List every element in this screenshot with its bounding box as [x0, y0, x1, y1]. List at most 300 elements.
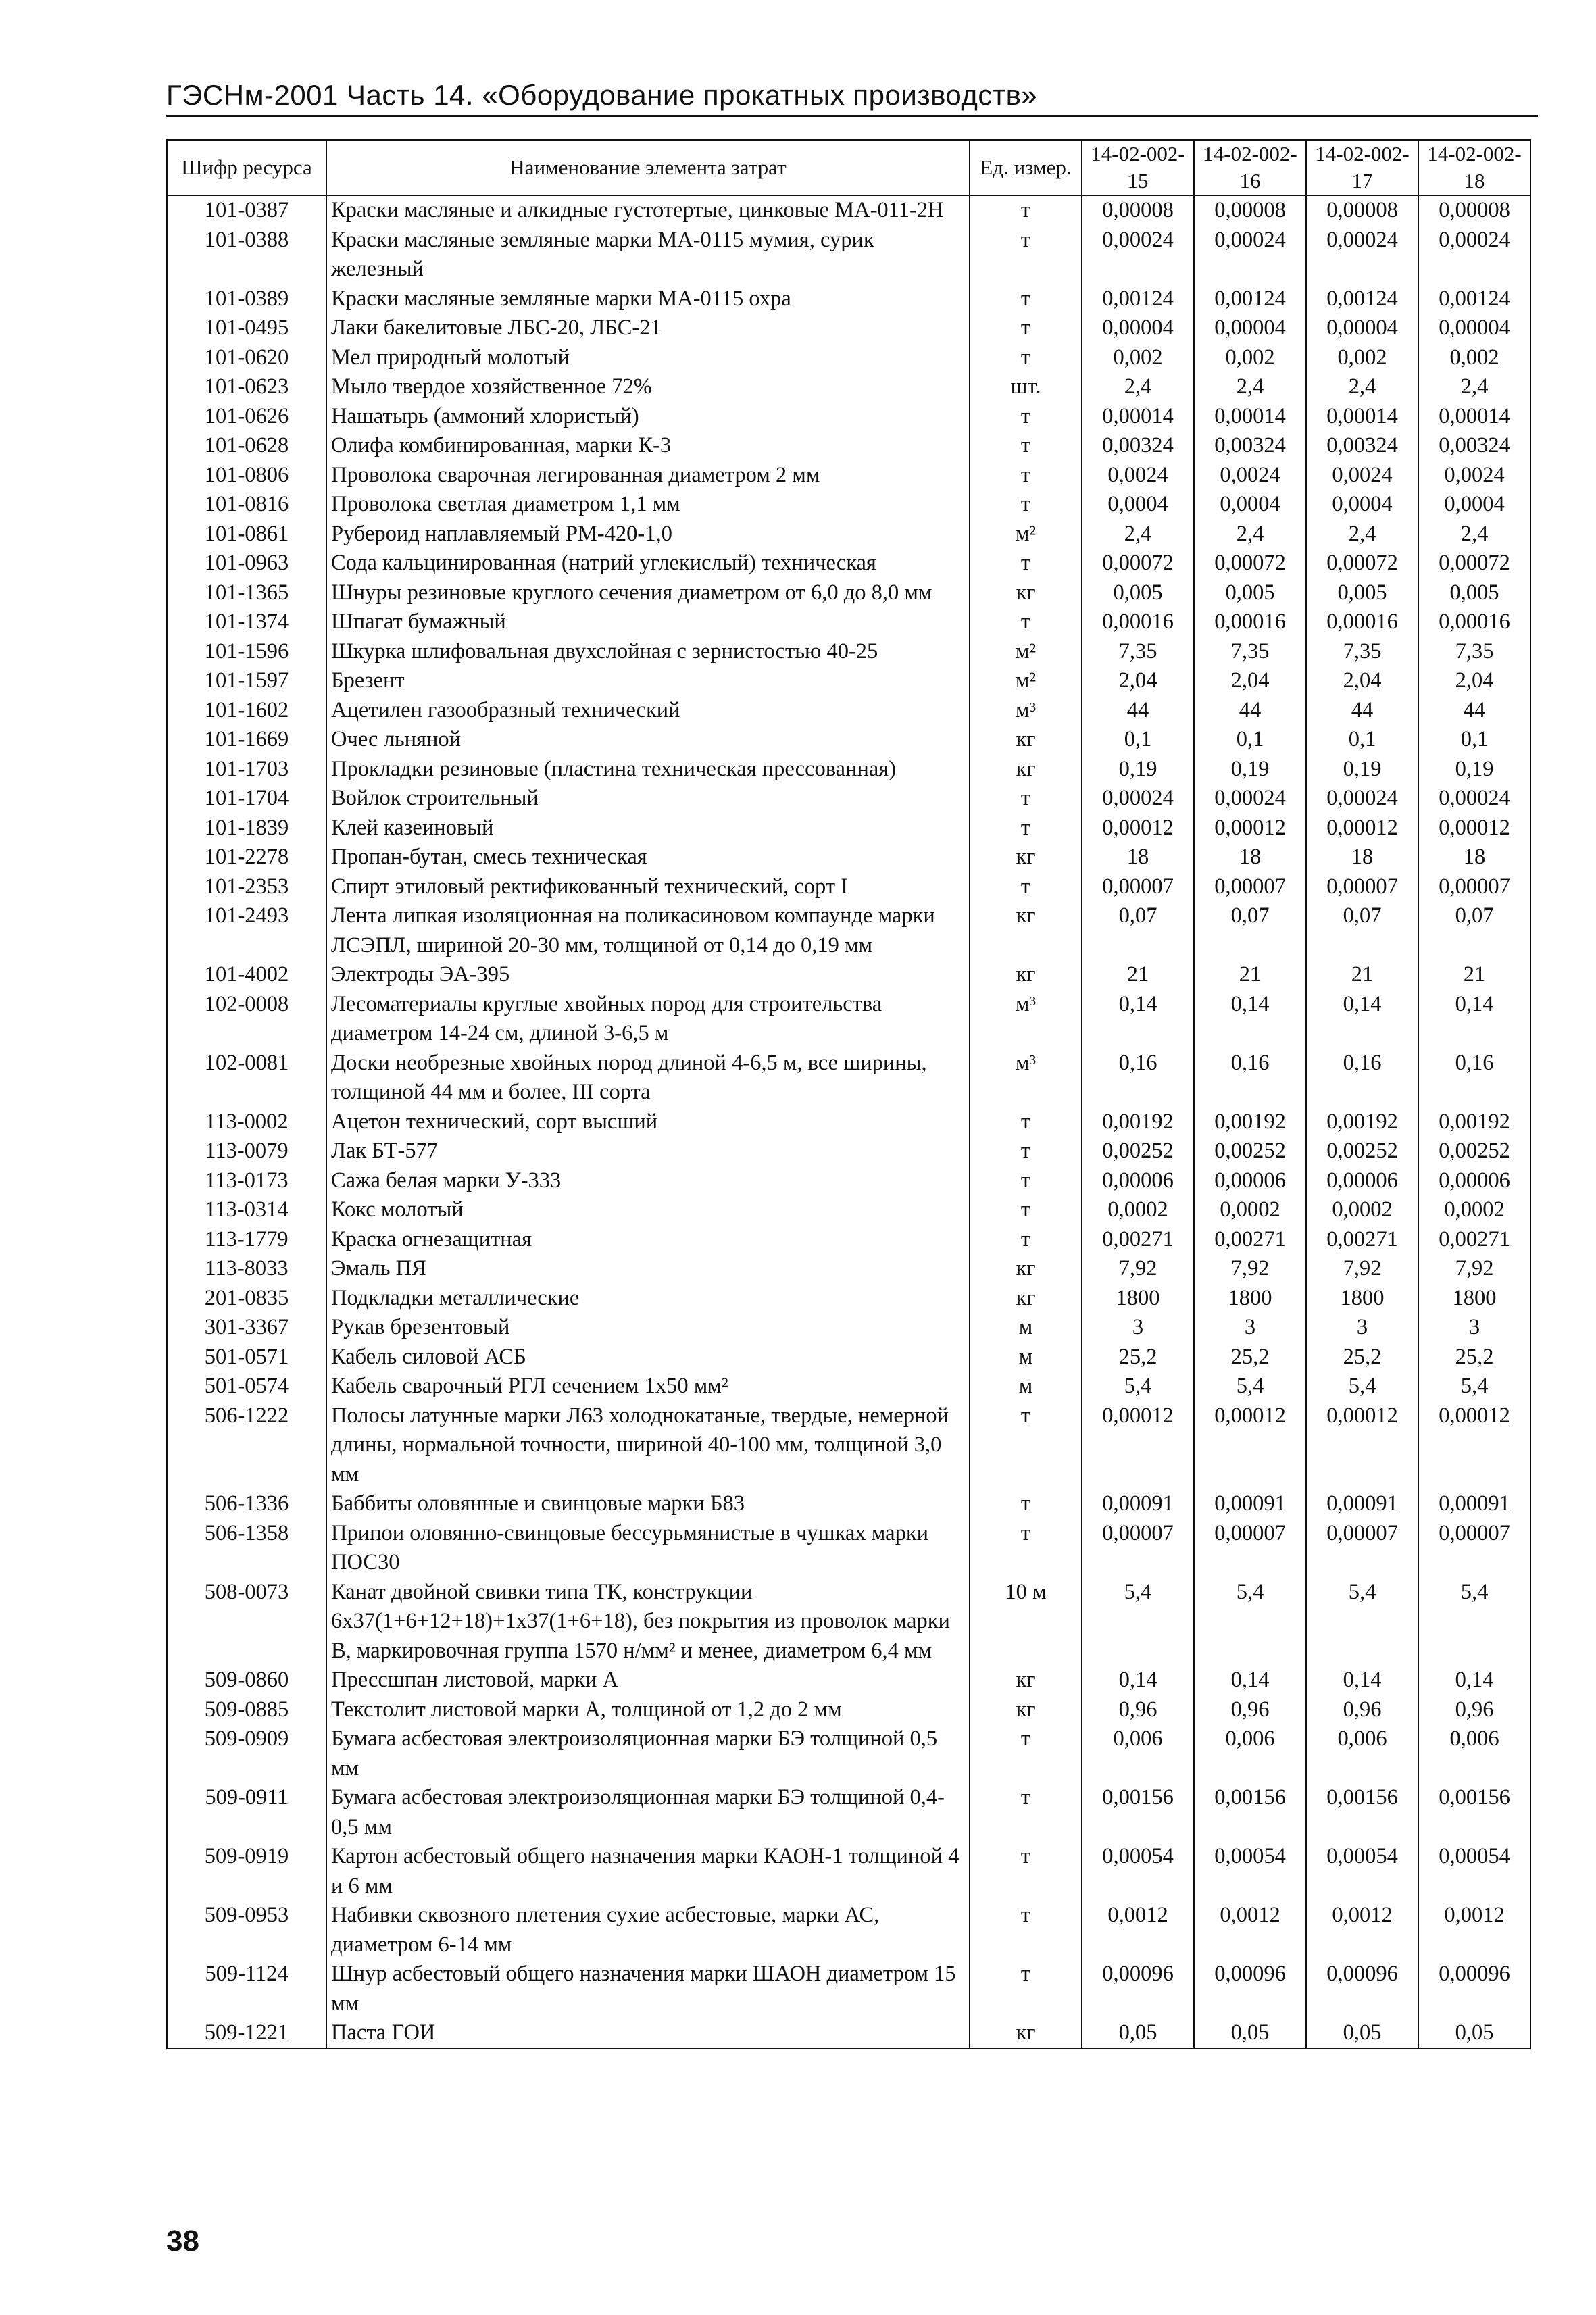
unit-cell: кг [970, 1666, 1082, 1695]
resource-code-cell: 101-0495 [167, 314, 326, 343]
resource-code-cell: 101-0388 [167, 226, 326, 284]
value-cell-14-02-002-15: 0,00012 [1082, 1401, 1194, 1490]
value-cell-14-02-002-18: 0,00004 [1418, 314, 1530, 343]
table-row [167, 1107, 1530, 1137]
resource-code-cell: 201-0835 [167, 1284, 326, 1314]
resource-code-cell: 101-4002 [167, 960, 326, 990]
value-cell-14-02-002-17: 2,4 [1306, 372, 1418, 402]
unit-cell: т [970, 549, 1082, 578]
page-header: ГЭСНм-2001 Часть 14. «Оборудование прокатных производств» [166, 79, 1038, 111]
value-cell-14-02-002-18: 0,00096 [1418, 1960, 1530, 2018]
value-cell-14-02-002-16: 0,1 [1194, 725, 1306, 755]
value-cell-14-02-002-15: 0,00054 [1082, 1842, 1194, 1901]
value-cell-14-02-002-17: 0,00156 [1306, 1783, 1418, 1842]
value-cell-14-02-002-16: 0,00096 [1194, 1960, 1306, 2018]
resource-code-cell: 101-2278 [167, 843, 326, 872]
value-cell-14-02-002-18: 0,19 [1418, 755, 1530, 785]
unit-cell: т [970, 284, 1082, 314]
table-row [167, 1166, 1530, 1196]
value-cell-14-02-002-17: 0,00006 [1306, 1166, 1418, 1196]
value-cell-14-02-002-17: 0,00072 [1306, 549, 1418, 578]
value-cell-14-02-002-18: 0,002 [1418, 343, 1530, 373]
unit-cell: т [970, 1901, 1082, 1960]
col-header-14-02-002-16: 14-02-002-16 [1194, 140, 1306, 195]
value-cell-14-02-002-16: 0,00271 [1194, 1225, 1306, 1255]
value-cell-14-02-002-16: 0,0002 [1194, 1195, 1306, 1225]
unit-cell: т [970, 814, 1082, 843]
resource-code-cell: 509-0911 [167, 1783, 326, 1842]
value-cell-14-02-002-18: 0,00012 [1418, 1401, 1530, 1490]
unit-cell: т [970, 195, 1082, 226]
value-cell-14-02-002-16: 0,00124 [1194, 284, 1306, 314]
value-cell-14-02-002-17: 0,96 [1306, 1695, 1418, 1725]
value-cell-14-02-002-15: 0,002 [1082, 343, 1194, 373]
unit-cell: кг [970, 843, 1082, 872]
table-row [167, 990, 1530, 1049]
value-cell-14-02-002-15: 21 [1082, 960, 1194, 990]
value-cell-14-02-002-16: 0,0024 [1194, 461, 1306, 491]
resource-code-cell: 113-0314 [167, 1195, 326, 1225]
resource-name-cell: Краски масляные земляные марки МА-0115 мумия, сурик железный [326, 226, 970, 284]
value-cell-14-02-002-16: 0,0012 [1194, 1901, 1306, 1960]
resource-code-cell: 101-2353 [167, 872, 326, 902]
resource-name-cell: Баббиты оловянные и свинцовые марки Б83 [326, 1489, 970, 1519]
value-cell-14-02-002-18: 0,00016 [1418, 607, 1530, 637]
value-cell-14-02-002-15: 0,006 [1082, 1724, 1194, 1783]
resource-name-cell: Очес льняной [326, 725, 970, 755]
value-cell-14-02-002-18: 3 [1418, 1313, 1530, 1343]
resource-code-cell: 101-0620 [167, 343, 326, 373]
value-cell-14-02-002-16: 0,005 [1194, 578, 1306, 608]
value-cell-14-02-002-16: 0,00024 [1194, 784, 1306, 814]
unit-cell: т [970, 607, 1082, 637]
value-cell-14-02-002-15: 0,00004 [1082, 314, 1194, 343]
resource-code-cell: 101-1365 [167, 578, 326, 608]
table-row [167, 1195, 1530, 1225]
table-row [167, 960, 1530, 990]
value-cell-14-02-002-17: 0,16 [1306, 1049, 1418, 1107]
value-cell-14-02-002-18: 7,35 [1418, 637, 1530, 667]
resource-code-cell: 101-0861 [167, 520, 326, 549]
unit-cell: т [970, 1960, 1082, 2018]
table-row [167, 872, 1530, 902]
value-cell-14-02-002-15: 0,00006 [1082, 1166, 1194, 1196]
value-cell-14-02-002-18: 0,1 [1418, 725, 1530, 755]
resource-code-cell: 102-0008 [167, 990, 326, 1049]
value-cell-14-02-002-15: 0,00007 [1082, 872, 1194, 902]
value-cell-14-02-002-17: 0,00007 [1306, 872, 1418, 902]
value-cell-14-02-002-18: 0,00012 [1418, 814, 1530, 843]
resource-name-cell: Ацетилен газообразный технический [326, 696, 970, 726]
unit-cell: м² [970, 637, 1082, 667]
value-cell-14-02-002-18: 0,00156 [1418, 1783, 1530, 1842]
value-cell-14-02-002-17: 5,4 [1306, 1372, 1418, 1401]
value-cell-14-02-002-16: 0,00252 [1194, 1137, 1306, 1166]
value-cell-14-02-002-16: 0,19 [1194, 755, 1306, 785]
table-row [167, 1783, 1530, 1842]
value-cell-14-02-002-15: 0,05 [1082, 2018, 1194, 2049]
resource-name-cell: Лесоматериалы круглые хвойных пород для строительства диаметром 14-24 см, длиной 3-6,5 м [326, 990, 970, 1049]
value-cell-14-02-002-15: 0,14 [1082, 1666, 1194, 1695]
value-cell-14-02-002-18: 5,4 [1418, 1578, 1530, 1666]
resource-name-cell: Войлок строительный [326, 784, 970, 814]
value-cell-14-02-002-18: 0,07 [1418, 901, 1530, 960]
value-cell-14-02-002-15: 0,00252 [1082, 1137, 1194, 1166]
value-cell-14-02-002-18: 0,00008 [1418, 195, 1530, 226]
unit-cell: т [970, 1489, 1082, 1519]
resource-code-cell: 113-8033 [167, 1254, 326, 1284]
value-cell-14-02-002-18: 2,04 [1418, 666, 1530, 696]
value-cell-14-02-002-15: 0,0024 [1082, 461, 1194, 491]
value-cell-14-02-002-16: 0,00192 [1194, 1107, 1306, 1137]
unit-cell: т [970, 431, 1082, 461]
resource-name-cell: Сода кальцинированная (натрий углекислый) техническая [326, 549, 970, 578]
col-header-code: Шифр ресурса [167, 140, 326, 195]
resource-code-cell: 101-1374 [167, 607, 326, 637]
value-cell-14-02-002-17: 44 [1306, 696, 1418, 726]
unit-cell: т [970, 490, 1082, 520]
value-cell-14-02-002-18: 44 [1418, 696, 1530, 726]
value-cell-14-02-002-18: 2,4 [1418, 372, 1530, 402]
table-row [167, 1254, 1530, 1284]
col-header-14-02-002-17: 14-02-002-17 [1306, 140, 1418, 195]
table-row [167, 1225, 1530, 1255]
value-cell-14-02-002-16: 0,00054 [1194, 1842, 1306, 1901]
value-cell-14-02-002-17: 0,0012 [1306, 1901, 1418, 1960]
value-cell-14-02-002-16: 0,14 [1194, 990, 1306, 1049]
resource-code-cell: 509-0919 [167, 1842, 326, 1901]
value-cell-14-02-002-16: 0,006 [1194, 1724, 1306, 1783]
value-cell-14-02-002-17: 0,00096 [1306, 1960, 1418, 2018]
value-cell-14-02-002-17: 0,00007 [1306, 1519, 1418, 1578]
value-cell-14-02-002-17: 0,00012 [1306, 1401, 1418, 1490]
table-row [167, 431, 1530, 461]
value-cell-14-02-002-16: 2,4 [1194, 372, 1306, 402]
table-row [167, 1343, 1530, 1372]
value-cell-14-02-002-18: 0,0002 [1418, 1195, 1530, 1225]
resource-name-cell: Проволока сварочная легированная диаметром 2 мм [326, 461, 970, 491]
resource-code-cell: 501-0574 [167, 1372, 326, 1401]
col-header-unit: Ед. измер. [970, 140, 1082, 195]
value-cell-14-02-002-18: 0,00072 [1418, 549, 1530, 578]
value-cell-14-02-002-16: 3 [1194, 1313, 1306, 1343]
value-cell-14-02-002-15: 0,00091 [1082, 1489, 1194, 1519]
table-row [167, 666, 1530, 696]
resource-code-cell: 501-0571 [167, 1343, 326, 1372]
resource-name-cell: Шкурка шлифовальная двухслойная с зернистостью 40-25 [326, 637, 970, 667]
value-cell-14-02-002-18: 5,4 [1418, 1372, 1530, 1401]
value-cell-14-02-002-18: 0,00124 [1418, 284, 1530, 314]
resource-name-cell: Шнур асбестовый общего назначения марки ШАОН диаметром 15 мм [326, 1960, 970, 2018]
value-cell-14-02-002-15: 7,35 [1082, 637, 1194, 667]
unit-cell: т [970, 1166, 1082, 1196]
resource-name-cell: Рукав брезентовый [326, 1313, 970, 1343]
table-row [167, 637, 1530, 667]
resource-name-cell: Кокс молотый [326, 1195, 970, 1225]
col-header-name: Наименование элемента затрат [326, 140, 970, 195]
value-cell-14-02-002-17: 21 [1306, 960, 1418, 990]
value-cell-14-02-002-15: 18 [1082, 843, 1194, 872]
value-cell-14-02-002-16: 0,00324 [1194, 431, 1306, 461]
col-header-14-02-002-18: 14-02-002-18 [1418, 140, 1530, 195]
unit-cell: т [970, 1225, 1082, 1255]
value-cell-14-02-002-16: 0,05 [1194, 2018, 1306, 2049]
unit-cell: кг [970, 960, 1082, 990]
value-cell-14-02-002-16: 0,16 [1194, 1049, 1306, 1107]
value-cell-14-02-002-17: 0,00271 [1306, 1225, 1418, 1255]
resource-code-cell: 509-0860 [167, 1666, 326, 1695]
unit-cell: 10 м [970, 1578, 1082, 1666]
table-row [167, 1489, 1530, 1519]
value-cell-14-02-002-16: 0,00012 [1194, 814, 1306, 843]
value-cell-14-02-002-18: 0,00024 [1418, 784, 1530, 814]
value-cell-14-02-002-17: 5,4 [1306, 1578, 1418, 1666]
value-cell-14-02-002-15: 0,00324 [1082, 431, 1194, 461]
value-cell-14-02-002-16: 7,35 [1194, 637, 1306, 667]
col-header-14-02-002-15: 14-02-002-15 [1082, 140, 1194, 195]
value-cell-14-02-002-17: 25,2 [1306, 1343, 1418, 1372]
value-cell-14-02-002-18: 0,00006 [1418, 1166, 1530, 1196]
value-cell-14-02-002-17: 3 [1306, 1313, 1418, 1343]
table-row [167, 901, 1530, 960]
value-cell-14-02-002-17: 0,00324 [1306, 431, 1418, 461]
resource-name-cell: Краска огнезащитная [326, 1225, 970, 1255]
resource-name-cell: Шнуры резиновые круглого сечения диаметром от 6,0 до 8,0 мм [326, 578, 970, 608]
value-cell-14-02-002-17: 0,00024 [1306, 784, 1418, 814]
table-row [167, 696, 1530, 726]
resource-code-cell: 113-0173 [167, 1166, 326, 1196]
table-row [167, 2018, 1530, 2049]
value-cell-14-02-002-15: 0,00096 [1082, 1960, 1194, 2018]
value-cell-14-02-002-17: 0,00008 [1306, 195, 1418, 226]
resource-code-cell: 101-1596 [167, 637, 326, 667]
unit-cell: т [970, 1783, 1082, 1842]
value-cell-14-02-002-16: 7,92 [1194, 1254, 1306, 1284]
table-row [167, 402, 1530, 432]
value-cell-14-02-002-16: 0,00024 [1194, 226, 1306, 284]
value-cell-14-02-002-15: 0,16 [1082, 1049, 1194, 1107]
value-cell-14-02-002-17: 0,00004 [1306, 314, 1418, 343]
unit-cell: шт. [970, 372, 1082, 402]
resource-name-cell: Кабель силовой АСБ [326, 1343, 970, 1372]
value-cell-14-02-002-17: 0,00016 [1306, 607, 1418, 637]
value-cell-14-02-002-15: 0,00012 [1082, 814, 1194, 843]
resource-name-cell: Подкладки металлические [326, 1284, 970, 1314]
value-cell-14-02-002-15: 0,19 [1082, 755, 1194, 785]
value-cell-14-02-002-18: 0,00007 [1418, 872, 1530, 902]
value-cell-14-02-002-15: 0,00014 [1082, 402, 1194, 432]
value-cell-14-02-002-15: 0,00007 [1082, 1519, 1194, 1578]
resource-name-cell: Электроды ЭА-395 [326, 960, 970, 990]
resource-name-cell: Набивки сквозного плетения сухие асбестовые, марки АС, диаметром 6-14 мм [326, 1901, 970, 1960]
value-cell-14-02-002-15: 0,00024 [1082, 226, 1194, 284]
resource-name-cell: Лак БТ-577 [326, 1137, 970, 1166]
resource-code-cell: 506-1336 [167, 1489, 326, 1519]
value-cell-14-02-002-16: 1800 [1194, 1284, 1306, 1314]
value-cell-14-02-002-16: 2,4 [1194, 520, 1306, 549]
value-cell-14-02-002-17: 2,04 [1306, 666, 1418, 696]
value-cell-14-02-002-17: 0,14 [1306, 1666, 1418, 1695]
value-cell-14-02-002-15: 0,00008 [1082, 195, 1194, 226]
value-cell-14-02-002-16: 0,00004 [1194, 314, 1306, 343]
value-cell-14-02-002-17: 18 [1306, 843, 1418, 872]
value-cell-14-02-002-16: 0,00008 [1194, 195, 1306, 226]
resource-code-cell: 101-2493 [167, 901, 326, 960]
value-cell-14-02-002-18: 7,92 [1418, 1254, 1530, 1284]
resource-code-cell: 101-0389 [167, 284, 326, 314]
table-row [167, 1901, 1530, 1960]
unit-cell: т [970, 1107, 1082, 1137]
value-cell-14-02-002-18: 0,0012 [1418, 1901, 1530, 1960]
value-cell-14-02-002-15: 5,4 [1082, 1372, 1194, 1401]
value-cell-14-02-002-18: 0,00324 [1418, 431, 1530, 461]
resource-code-cell: 101-1839 [167, 814, 326, 843]
value-cell-14-02-002-18: 0,14 [1418, 990, 1530, 1049]
unit-cell: кг [970, 901, 1082, 960]
value-cell-14-02-002-15: 44 [1082, 696, 1194, 726]
resource-name-cell: Краски масляные и алкидные густотертые, цинковые МА-011-2Н [326, 195, 970, 226]
value-cell-14-02-002-15: 1800 [1082, 1284, 1194, 1314]
value-cell-14-02-002-18: 0,00091 [1418, 1489, 1530, 1519]
resource-code-cell: 509-1221 [167, 2018, 326, 2049]
value-cell-14-02-002-16: 25,2 [1194, 1343, 1306, 1372]
value-cell-14-02-002-15: 0,00024 [1082, 784, 1194, 814]
value-cell-14-02-002-15: 2,04 [1082, 666, 1194, 696]
value-cell-14-02-002-15: 0,00124 [1082, 284, 1194, 314]
unit-cell: м [970, 1313, 1082, 1343]
table-row [167, 814, 1530, 843]
unit-cell: м³ [970, 990, 1082, 1049]
value-cell-14-02-002-15: 5,4 [1082, 1578, 1194, 1666]
value-cell-14-02-002-16: 0,002 [1194, 343, 1306, 373]
table-row [167, 549, 1530, 578]
table-row [167, 461, 1530, 491]
value-cell-14-02-002-15: 0,00016 [1082, 607, 1194, 637]
table-row [167, 195, 1530, 226]
value-cell-14-02-002-17: 0,0002 [1306, 1195, 1418, 1225]
table-row [167, 520, 1530, 549]
resource-name-cell: Текстолит листовой марки А, толщиной от 1,2 до 2 мм [326, 1695, 970, 1725]
resource-name-cell: Мел природный молотый [326, 343, 970, 373]
page-number: 38 [166, 2224, 199, 2258]
value-cell-14-02-002-16: 0,07 [1194, 901, 1306, 960]
resource-code-cell: 509-1124 [167, 1960, 326, 2018]
table-row [167, 1842, 1530, 1901]
resource-code-cell: 101-1703 [167, 755, 326, 785]
table-row [167, 755, 1530, 785]
table-row [167, 1724, 1530, 1783]
value-cell-14-02-002-15: 2,4 [1082, 520, 1194, 549]
value-cell-14-02-002-15: 0,00072 [1082, 549, 1194, 578]
value-cell-14-02-002-17: 0,0024 [1306, 461, 1418, 491]
table-row [167, 1284, 1530, 1314]
table-row [167, 1313, 1530, 1343]
resource-name-cell: Спирт этиловый ректификованный технический, сорт I [326, 872, 970, 902]
unit-cell: т [970, 872, 1082, 902]
value-cell-14-02-002-16: 0,14 [1194, 1666, 1306, 1695]
value-cell-14-02-002-17: 0,002 [1306, 343, 1418, 373]
value-cell-14-02-002-18: 0,05 [1418, 2018, 1530, 2049]
table-row [167, 284, 1530, 314]
value-cell-14-02-002-17: 0,00124 [1306, 284, 1418, 314]
table-row [167, 490, 1530, 520]
table-row [167, 372, 1530, 402]
value-cell-14-02-002-16: 2,04 [1194, 666, 1306, 696]
table-row [167, 1137, 1530, 1166]
value-cell-14-02-002-16: 0,00007 [1194, 1519, 1306, 1578]
value-cell-14-02-002-16: 0,00091 [1194, 1489, 1306, 1519]
resource-code-cell: 101-0816 [167, 490, 326, 520]
value-cell-14-02-002-16: 0,00156 [1194, 1783, 1306, 1842]
unit-cell: т [970, 1724, 1082, 1783]
table-row [167, 578, 1530, 608]
value-cell-14-02-002-15: 0,00156 [1082, 1783, 1194, 1842]
unit-cell: т [970, 226, 1082, 284]
value-cell-14-02-002-16: 0,00006 [1194, 1166, 1306, 1196]
value-cell-14-02-002-17: 0,14 [1306, 990, 1418, 1049]
unit-cell: м³ [970, 1049, 1082, 1107]
unit-cell: т [970, 784, 1082, 814]
value-cell-14-02-002-15: 3 [1082, 1313, 1194, 1343]
value-cell-14-02-002-17: 7,35 [1306, 637, 1418, 667]
unit-cell: кг [970, 1695, 1082, 1725]
resource-name-cell: Рубероид наплавляемый РМ-420-1,0 [326, 520, 970, 549]
resource-code-cell: 509-0909 [167, 1724, 326, 1783]
resource-name-cell: Бумага асбестовая электроизоляционная марки БЭ толщиной 0,5 мм [326, 1724, 970, 1783]
table-row [167, 843, 1530, 872]
value-cell-14-02-002-18: 18 [1418, 843, 1530, 872]
resource-code-cell: 113-0079 [167, 1137, 326, 1166]
resource-name-cell: Припои оловянно-свинцовые бессурьмянистые в чушках марки ПОС30 [326, 1519, 970, 1578]
unit-cell: кг [970, 578, 1082, 608]
value-cell-14-02-002-16: 0,00012 [1194, 1401, 1306, 1490]
resource-name-cell: Кабель сварочный РГЛ сечением 1х50 мм² [326, 1372, 970, 1401]
value-cell-14-02-002-17: 0,00252 [1306, 1137, 1418, 1166]
value-cell-14-02-002-15: 0,14 [1082, 990, 1194, 1049]
resource-code-cell: 101-1597 [167, 666, 326, 696]
table-row [167, 1578, 1530, 1666]
value-cell-14-02-002-15: 0,0012 [1082, 1901, 1194, 1960]
table-body [167, 195, 1530, 2049]
resource-code-cell: 509-0953 [167, 1901, 326, 1960]
unit-cell: м² [970, 520, 1082, 549]
value-cell-14-02-002-15: 0,00271 [1082, 1225, 1194, 1255]
unit-cell: т [970, 1195, 1082, 1225]
unit-cell: т [970, 343, 1082, 373]
resource-code-cell: 506-1222 [167, 1401, 326, 1490]
table-row [167, 1666, 1530, 1695]
resource-name-cell: Прокладки резиновые (пластина техническая прессованная) [326, 755, 970, 785]
value-cell-14-02-002-15: 0,07 [1082, 901, 1194, 960]
value-cell-14-02-002-18: 0,00014 [1418, 402, 1530, 432]
unit-cell: м [970, 1343, 1082, 1372]
resource-code-cell: 101-1704 [167, 784, 326, 814]
resource-code-cell: 301-3367 [167, 1313, 326, 1343]
unit-cell: т [970, 1519, 1082, 1578]
value-cell-14-02-002-18: 0,00024 [1418, 226, 1530, 284]
resource-code-cell: 101-1669 [167, 725, 326, 755]
value-cell-14-02-002-18: 0,00192 [1418, 1107, 1530, 1137]
value-cell-14-02-002-15: 0,0002 [1082, 1195, 1194, 1225]
value-cell-14-02-002-17: 7,92 [1306, 1254, 1418, 1284]
value-cell-14-02-002-18: 2,4 [1418, 520, 1530, 549]
resource-code-cell: 101-0626 [167, 402, 326, 432]
table-row [167, 1960, 1530, 2018]
resource-name-cell: Доски необрезные хвойных пород длиной 4-6,5 м, все ширины, толщиной 44 мм и более, III сорта [326, 1049, 970, 1107]
value-cell-14-02-002-18: 0,00054 [1418, 1842, 1530, 1901]
resource-code-cell: 509-0885 [167, 1695, 326, 1725]
unit-cell: м² [970, 666, 1082, 696]
